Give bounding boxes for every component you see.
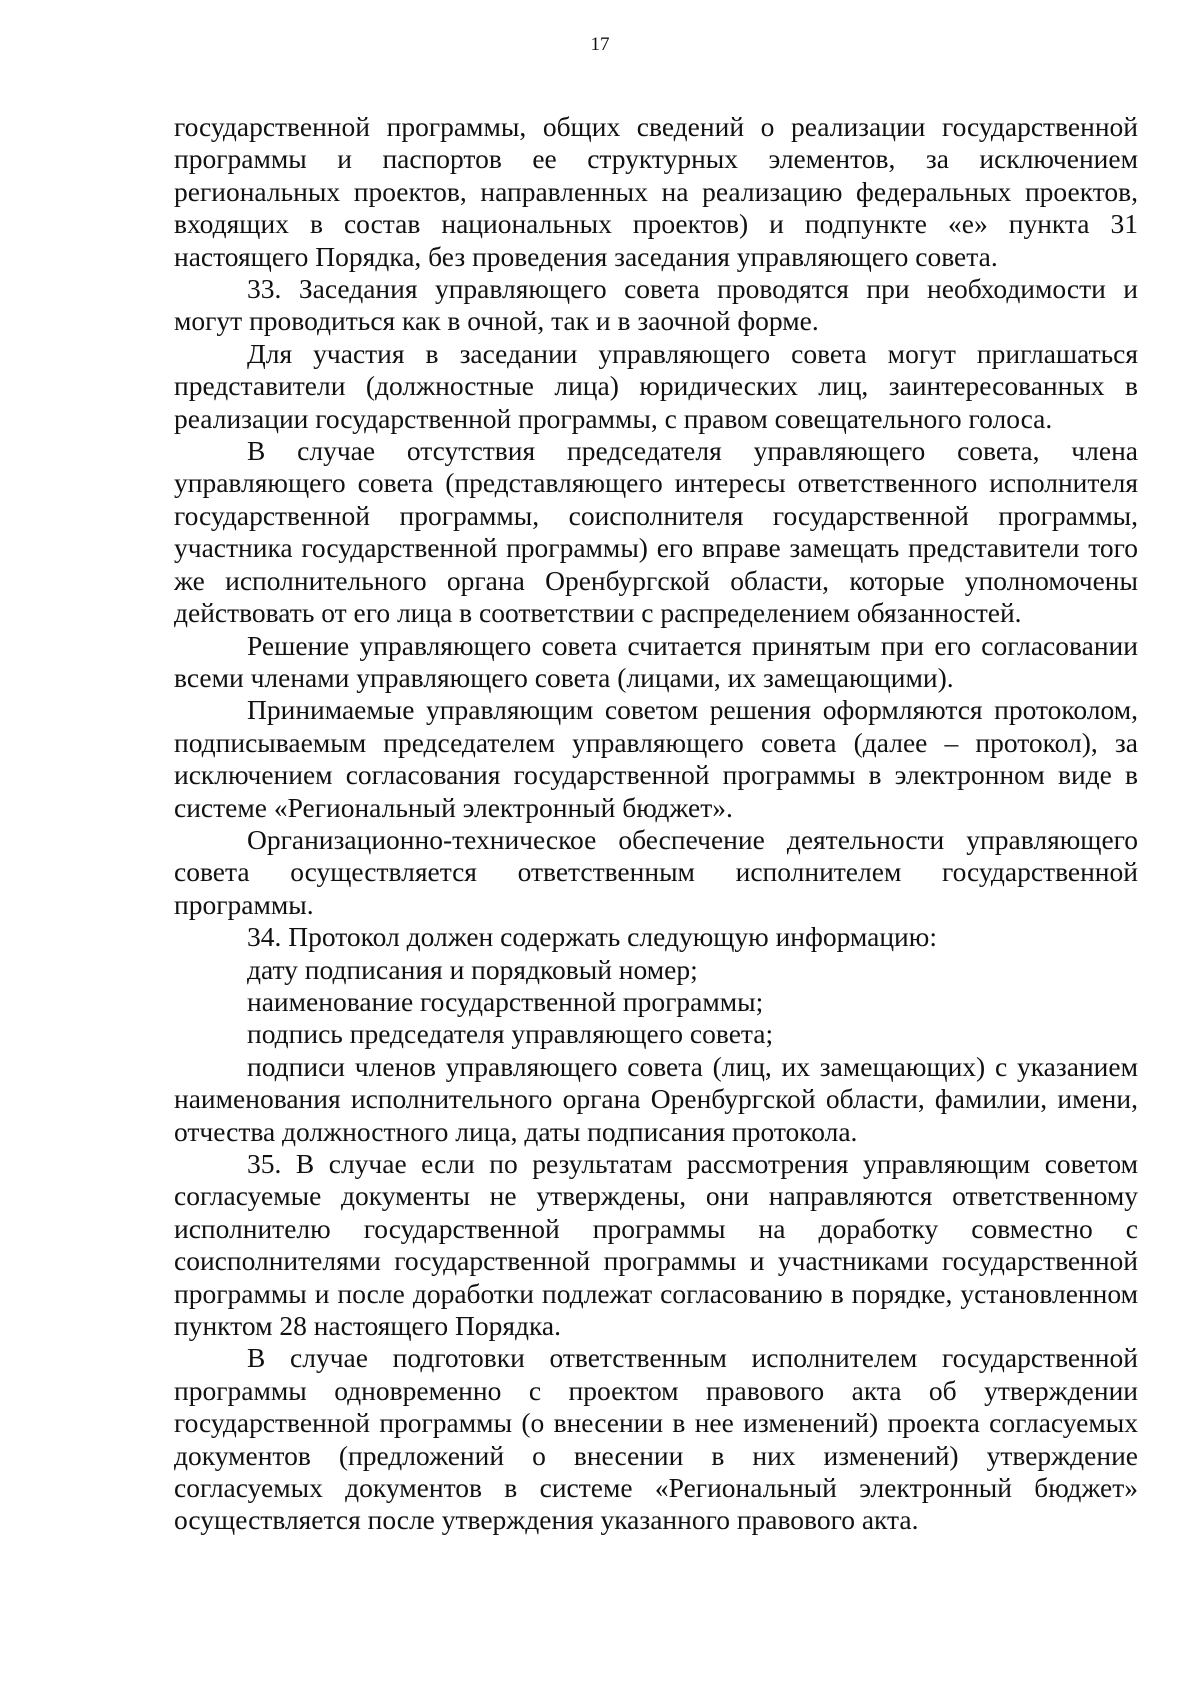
paragraph-13: 35. В случае если по результатам рассмотрения управляющим советом согласуемые документы не утверждены, они направляются ответственному исполнителю государственной программы на доработку совместно с соисполнителями государственной программы и участниками государственной программы и после доработки подлежат согласованию в порядке, установленном пунктом 28 настоящего Порядка. [174, 1148, 1138, 1342]
page-number: 17 [590, 34, 610, 55]
paragraph-12: подписи членов управляющего совета (лиц, их замещающих) с указанием наименования исполнительного органа Оренбургской области, фамилии, имени, отчества должностного лица, даты подписания протокола. [174, 1050, 1138, 1147]
paragraph-2: 33. Заседания управляющего совета проводятся при необходимости и могут проводиться как в очной, так и в заочной форме. [174, 273, 1138, 337]
paragraph-9: дату подписания и порядковый номер; [247, 953, 698, 985]
paragraph-6: Принимаемые управляющим советом решения оформляются протоколом, подписываемым председателем управляющего совета (далее – протокол), за исключением согласования государственной программы в электронном виде в системе «Региональный электронный бюджет». [174, 694, 1138, 823]
paragraph-3: Для участия в заседании управляющего совета могут приглашаться представители (должностные лица) юридических лиц, заинтересованных в реализации государственной программы, с правом совещательного голоса. [174, 337, 1138, 434]
paragraph-7: Организационно-техническое обеспечение деятельности управляющего совета осуществляется ответственным исполнителем государственной программы. [174, 823, 1138, 920]
paragraph-4: В случае отсутствия председателя управляющего совета, члена управляющего совета (представляющего интересы ответственного исполнителя государственной программы, соисполнителя государственной программы, участника государственной программы) его вправе замещать представители того же исполнительного органа Оренбургской области, которые уполномочены действовать от его лица в соответствии с распределением обязанностей. [174, 435, 1138, 629]
paragraph-10: наименование государственной программы; [247, 985, 764, 1017]
paragraph-5: Решение управляющего совета считается принятым при его согласовании всеми членами управляющего совета (лицами, их замещающими). [174, 629, 1138, 693]
document-body [174, 111, 1138, 1537]
paragraph-1: государственной программы, общих сведений о реализации государственной программы и паспортов ее структурных элементов, за исключением региональных проектов, направленных на реализацию федеральных проектов, входящих в состав национальных проектов) и подпункте «е» пункта 31 настоящего Порядка, без проведения заседания управляющего совета. [174, 111, 1138, 272]
paragraph-14: В случае подготовки ответственным исполнителем государственной программы одновременно с проектом правового акта об утверждении государственной программы (о внесении в нее изменений) проекта согласуемых документов (предложений о внесении в них изменений) утверждение согласуемых документов в системе «Региональный электронный бюджет» осуществляется после утверждения указанного правового акта. [174, 1342, 1138, 1536]
paragraph-11: подпись председателя управляющего совета; [247, 1018, 774, 1050]
paragraph-8: 34. Протокол должен содержать следующую информацию: [247, 921, 937, 953]
